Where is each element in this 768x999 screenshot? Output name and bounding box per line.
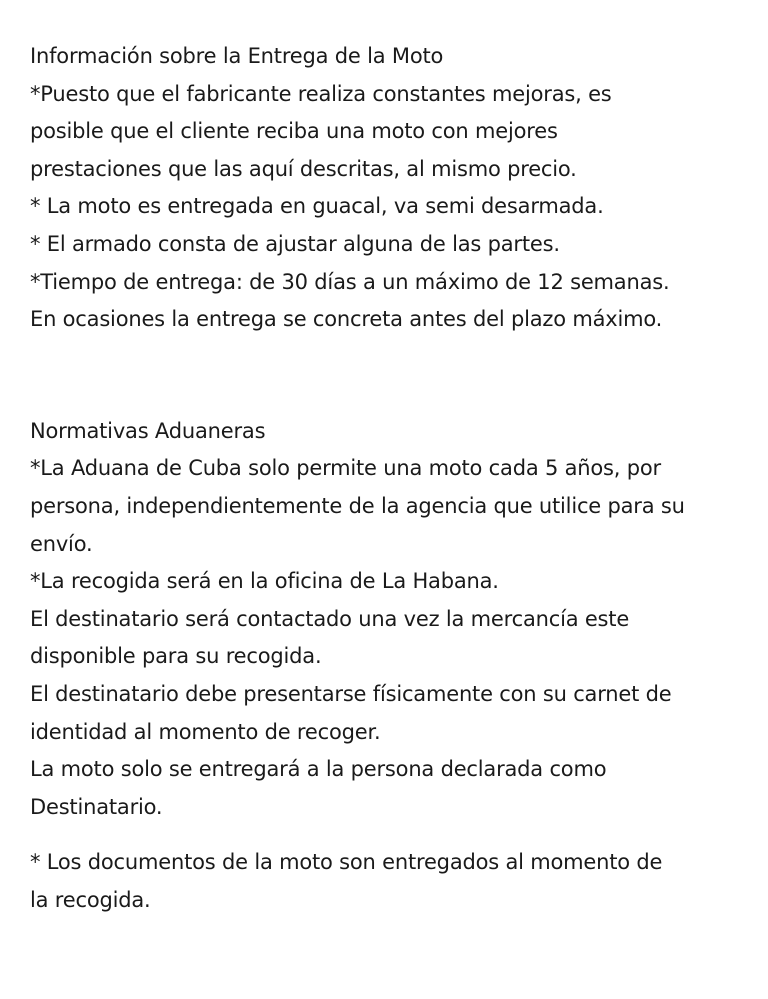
customs-regulations-line: *La recogida será en la oficina de La Habana. bbox=[30, 569, 499, 594]
customs-regulations-line: Destinatario. bbox=[30, 794, 163, 819]
customs-regulations-line: envío. bbox=[30, 531, 93, 556]
customs-regulations-section bbox=[30, 413, 750, 827]
document-body bbox=[30, 38, 750, 919]
customs-regulations-line: *La Aduana de Cuba solo permite una moto cada 5 años, por bbox=[30, 456, 661, 481]
customs-regulations-heading: Normativas Aduaneras bbox=[30, 418, 266, 443]
delivery-info-line: *Tiempo de entrega: de 30 días a un máximo de 12 semanas. bbox=[30, 269, 670, 294]
delivery-info-line: *Puesto que el fabricante realiza constantes mejoras, es bbox=[30, 81, 612, 106]
delivery-info-line: posible que el cliente reciba una moto con mejores bbox=[30, 119, 558, 144]
delivery-info-heading: Información sobre la Entrega de la Moto bbox=[30, 44, 444, 68]
section-spacer bbox=[30, 826, 750, 844]
documents-note-line: la recogida. bbox=[30, 887, 151, 912]
delivery-info-line: * La moto es entregada en guacal, va semi desarmada. bbox=[30, 194, 604, 219]
customs-regulations-line: El destinatario debe presentarse físicamente con su carnet de bbox=[30, 681, 672, 706]
delivery-info-line: En ocasiones la entrega se concreta antes del plazo máximo. bbox=[30, 307, 663, 332]
customs-regulations-line: La moto solo se entregará a la persona declarada como bbox=[30, 757, 607, 782]
delivery-info-line: * El armado consta de ajustar alguna de las partes. bbox=[30, 231, 560, 256]
customs-regulations-line: identidad al momento de recoger. bbox=[30, 719, 381, 744]
customs-regulations-line: disponible para su recogida. bbox=[30, 644, 322, 669]
customs-regulations-line: persona, independientemente de la agencia que utilice para su bbox=[30, 493, 685, 518]
documents-note-line: * Los documentos de la moto son entregados al momento de bbox=[30, 850, 663, 875]
section-spacer bbox=[30, 339, 750, 413]
customs-regulations-line: El destinatario será contactado una vez la mercancía este bbox=[30, 606, 630, 631]
delivery-info-line: prestaciones que las aquí descritas, al mismo precio. bbox=[30, 156, 577, 181]
delivery-info-section bbox=[30, 38, 750, 339]
documents-note-section bbox=[30, 844, 750, 919]
